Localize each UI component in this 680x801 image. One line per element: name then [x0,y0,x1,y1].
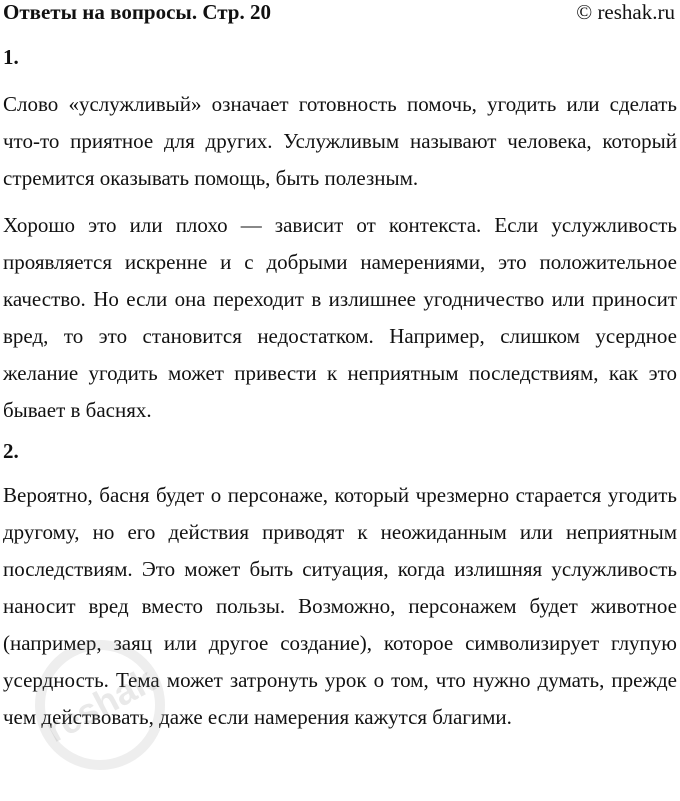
site-credit: © reshak.ru [576,0,675,24]
page-header [3,0,677,24]
question-1-number: 1. [3,45,19,69]
question-2-number: 2. [3,439,19,463]
answer-1-paragraph-1: Слово «услужливый» означает готовность помочь, угодить или сделать что-то приятное для других. Услужливым называют человека, который стремится оказывать помощь, быть полезным. [3,92,677,190]
watermark-text: reshak [38,659,161,750]
document-page [3,0,677,736]
answer-1-paragraph-2: Хорошо это или плохо — зависит от контекста. Если услужливость проявляется искренне и с добрыми намерениями, это положительное качество. Но если она переходит в излишнее угодничество или приносит вред, то это становится недостатком. Например, слишком усердное желание угодить может привести к неприятным последствиям, как это бывает в баснях. [3,213,677,422]
answer-2-paragraph-1: Вероятно, басня будет о персонаже, который чрезмерно старается угодить другому, но его действия приводят к неожиданным или неприятным последствиям. Это может быть ситуация, когда излишняя услужливость наносит вред вместо пользы. Возможно, персонажем будет животное (например, заяц или другое создание), которое символизирует глупую усердность. Тема может затронуть урок о том, что нужно думать, прежде чем действовать, даже если намерения кажутся благими. [3,483,677,729]
page-title: Ответы на вопросы. Стр. 20 [3,0,271,24]
